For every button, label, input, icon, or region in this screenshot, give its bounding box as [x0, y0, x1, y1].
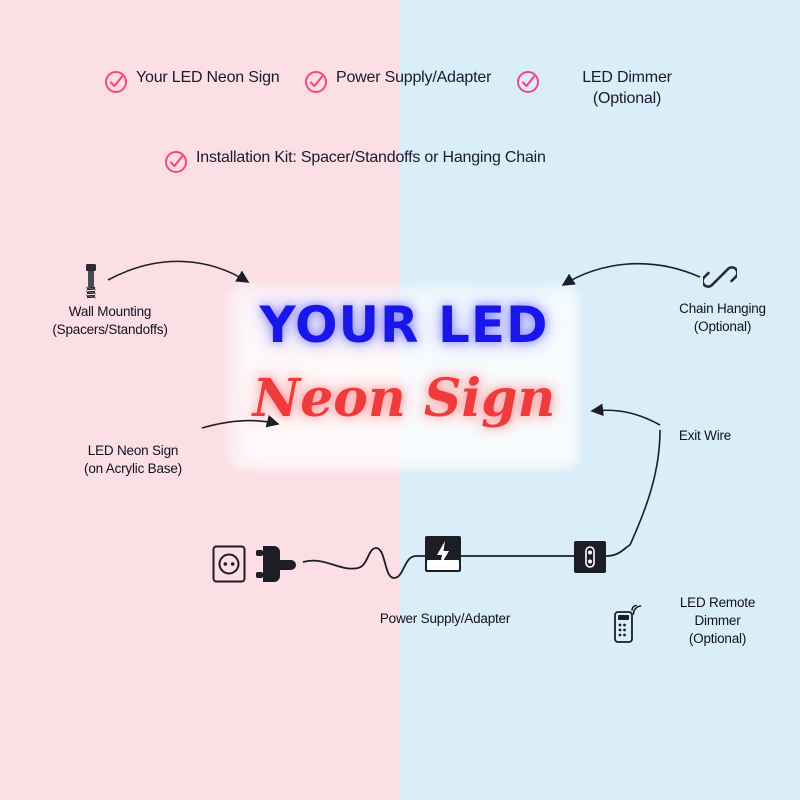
callout-line-1: LED Remote	[679, 595, 756, 610]
dimmer-module-icon	[574, 541, 606, 578]
callout-line-1: LED Neon Sign	[87, 443, 179, 458]
adapter-brick-icon	[425, 536, 461, 577]
callout-led-neon-sign-base	[58, 442, 208, 478]
callout-line-2: Dimmer	[694, 613, 741, 629]
checklist-item-power-supply[interactable]	[304, 68, 516, 94]
power-plug-icon	[255, 543, 303, 592]
checklist-row-bottom	[164, 148, 664, 174]
neon-sign-line-2: Neon Sign	[252, 368, 556, 429]
callout-chain-hanging	[640, 300, 800, 336]
screw-bolt-icon	[78, 262, 104, 309]
wall-socket-icon	[212, 545, 246, 588]
checklist-item-label: Your LED Neon Sign	[136, 69, 280, 86]
check-circle-icon	[304, 70, 328, 94]
callout-line-1: Exit Wire	[678, 428, 732, 443]
callout-exit-wire	[650, 427, 760, 445]
checklist-item-label: LED Dimmer (Optional)	[582, 69, 672, 107]
chain-link-icon	[703, 260, 737, 299]
remote-control-icon	[613, 600, 643, 649]
checklist-row-top	[104, 68, 724, 110]
neon-sign-line-1: YOUR LED	[259, 296, 549, 354]
checklist-item-label: Installation Kit: Spacer/Standoffs or Hanging Chain	[196, 149, 546, 166]
callout-line-2: (on Acrylic Base)	[84, 461, 182, 477]
checklist-item-led-neon-sign[interactable]	[104, 68, 304, 94]
callout-power-supply-adapter	[350, 610, 540, 628]
callout-led-remote-dimmer	[640, 594, 795, 649]
checklist-item-label: Power Supply/Adapter	[336, 69, 492, 86]
check-circle-icon	[104, 70, 128, 94]
callout-line-1: Wall Mounting	[68, 304, 152, 319]
callout-line-3: (Optional)	[688, 631, 747, 647]
checklist-item-installation-kit[interactable]	[164, 148, 654, 174]
callout-line-2: (Spacers/Standoffs)	[52, 322, 168, 338]
checklist-item-led-dimmer[interactable]	[516, 68, 706, 110]
check-circle-icon	[516, 70, 540, 94]
callout-line-1: Power Supply/Adapter	[379, 611, 511, 626]
check-circle-icon	[164, 150, 188, 174]
callout-line-1: Chain Hanging	[679, 301, 766, 316]
callout-wall-mounting	[20, 303, 200, 339]
callout-line-2: (Optional)	[693, 319, 752, 335]
